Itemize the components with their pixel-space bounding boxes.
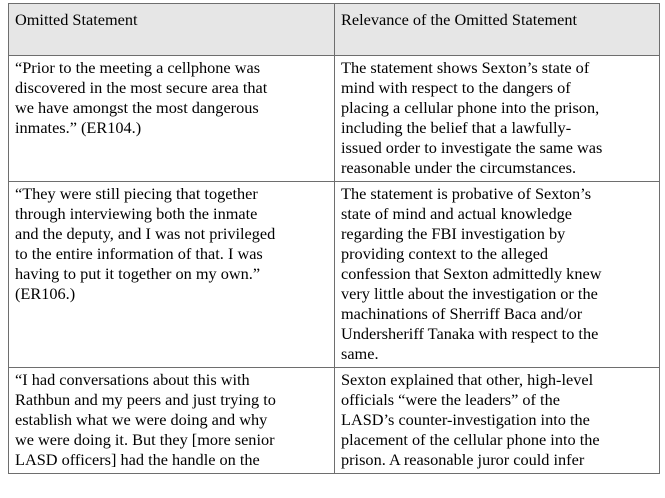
relevance-line: machinations of Sherriff Baca and/or (341, 304, 583, 323)
relevance-line: LASD’s counter-investigation into the (341, 410, 590, 429)
relevance-cell (335, 56, 660, 182)
relevance-line: issued order to investigate the same was (341, 138, 603, 157)
relevance-line: officials “were the leaders” of the (341, 390, 560, 409)
statement-cell (9, 368, 335, 474)
relevance-line: confession that Sexton admittedly knew (341, 264, 602, 283)
statement-line: we were doing it. But they [more senior (15, 430, 275, 449)
relevance-line: state of mind and actual knowledge (341, 204, 573, 223)
statement-line: having to put it together on my own.” (15, 264, 261, 283)
statement-line: through interviewing both the inmate (15, 204, 258, 223)
statement-line: “Prior to the meeting a cellphone was (15, 58, 261, 77)
relevance-line: very little about the investigation or the (341, 284, 598, 303)
relevance-cell (335, 182, 660, 368)
statement-cell (9, 182, 335, 368)
relevance-line: prison. A reasonable juror could infer (341, 450, 585, 469)
table-header-row (9, 4, 660, 56)
statement-cell (9, 56, 335, 182)
header-omitted-statement: Omitted Statement (9, 4, 335, 56)
statement-line: Rathbun and my peers and just trying to (15, 390, 276, 409)
relevance-line: Undersheriff Tanaka with respect to the (341, 324, 599, 343)
table-row (9, 368, 660, 474)
statement-line: (ER106.) (15, 284, 76, 303)
statement-line: “They were still piecing that together (15, 184, 258, 203)
relevance-line: regarding the FBI investigation by (341, 224, 566, 243)
statement-line: we have amongst the most dangerous (15, 98, 259, 117)
relevance-line: The statement is probative of Sexton’s (341, 184, 592, 203)
relevance-line: Sexton explained that other, high-level (341, 370, 594, 389)
statement-line: and the deputy, and I was not privileged (15, 224, 276, 243)
statement-line: LASD officers] had the handle on the (15, 450, 260, 469)
relevance-line: placing a cellular phone into the prison, (341, 98, 600, 117)
relevance-line: placement of the cellular phone into the (341, 430, 600, 449)
statement-line: discovered in the most secure area that (15, 78, 268, 97)
relevance-line: reasonable under the circumstances. (341, 158, 577, 177)
relevance-line: mind with respect to the dangers of (341, 78, 571, 97)
statement-line: establish what we were doing and why (15, 410, 268, 429)
omitted-statements-table (8, 3, 660, 474)
relevance-line: same. (341, 344, 379, 363)
header-relevance: Relevance of the Omitted Statement (335, 4, 660, 56)
relevance-line: including the belief that a lawfully- (341, 118, 572, 137)
statement-line: “I had conversations about this with (15, 370, 250, 389)
relevance-cell (335, 368, 660, 474)
statement-line: to the entire information of that. I was (15, 244, 263, 263)
statement-line: inmates.” (ER104.) (15, 118, 142, 137)
relevance-line: providing context to the alleged (341, 244, 549, 263)
table-row (9, 182, 660, 368)
relevance-line: The statement shows Sexton’s state of (341, 58, 590, 77)
table-row (9, 56, 660, 182)
